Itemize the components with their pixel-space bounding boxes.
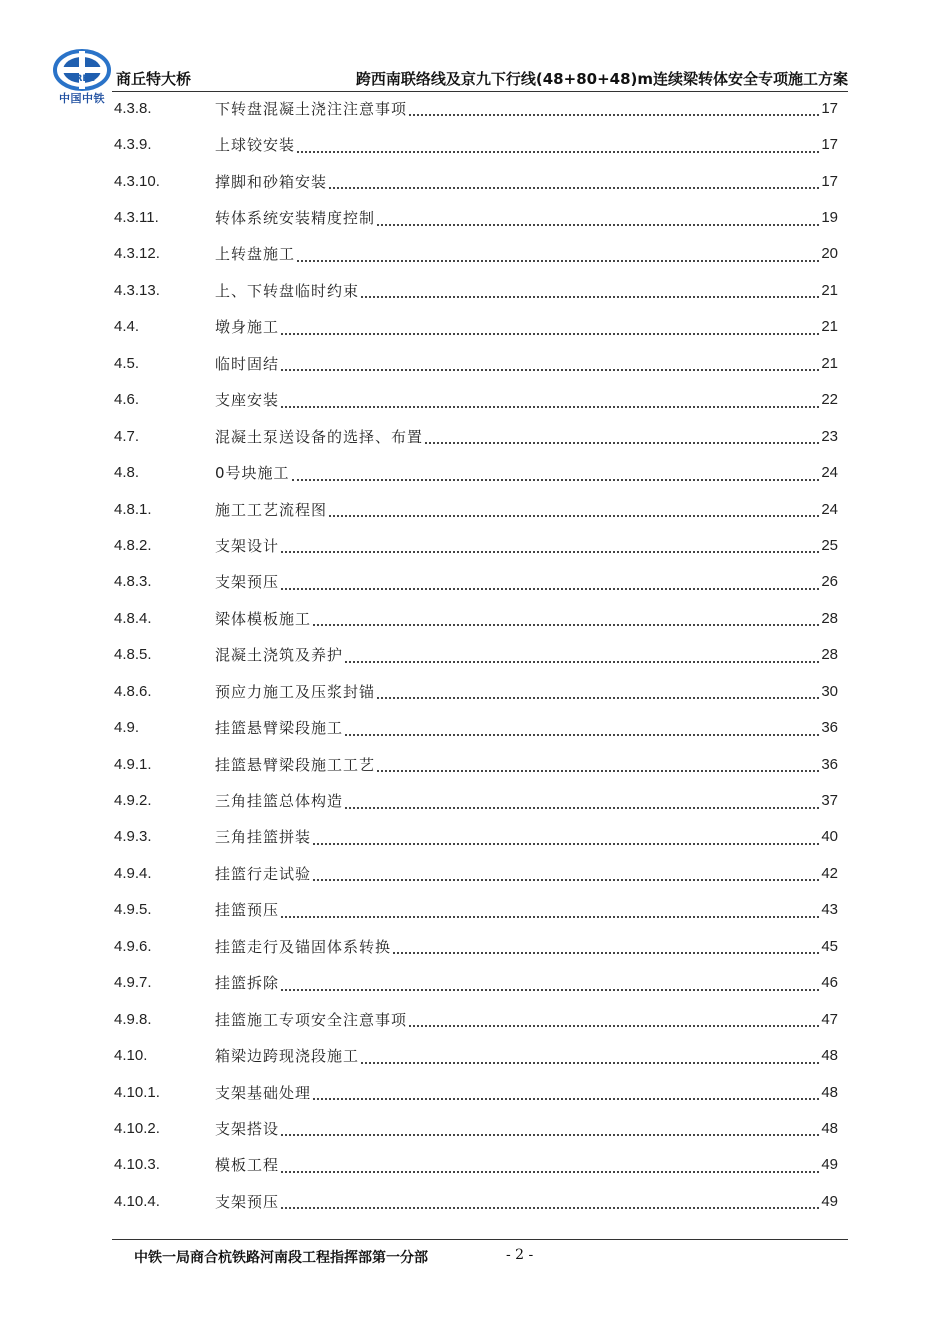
toc-dot-leader [292, 469, 820, 481]
toc-dot-leader [281, 1124, 819, 1136]
toc-entry[interactable] [114, 418, 838, 454]
toc-dot-leader [297, 250, 819, 262]
toc-entry[interactable] [114, 746, 838, 782]
toc-entry-page: 24 [821, 464, 838, 482]
toc-entry-title[interactable]: 混凝土浇筑及养护 [215, 646, 344, 665]
toc-entry-number: 4.3.13. [114, 281, 160, 299]
footer-page-number: - 2 - [506, 1247, 534, 1263]
toc-dot-leader [329, 177, 819, 189]
toc-dot-leader [345, 651, 819, 663]
toc-entry-title[interactable]: 上、下转盘临时约束 [215, 281, 360, 300]
toc-entry[interactable] [114, 855, 838, 891]
toc-dot-leader [297, 141, 819, 153]
table-of-contents [114, 90, 838, 1220]
toc-entry-number: 4.8.3. [114, 573, 152, 591]
toc-entry-title[interactable]: 支架设计 [215, 536, 280, 555]
toc-dot-leader [313, 869, 819, 881]
toc-entry[interactable] [114, 199, 838, 235]
toc-entry[interactable] [114, 965, 838, 1001]
header-left-title: 商丘特大桥 [116, 70, 192, 88]
toc-entry-number: 4.5. [114, 354, 140, 372]
toc-entry[interactable] [114, 1183, 838, 1219]
toc-entry-number: 4.3.9. [114, 136, 152, 154]
toc-entry-page: 30 [821, 682, 838, 700]
toc-entry[interactable] [114, 90, 838, 126]
toc-entry-number: 4.10.1. [114, 1083, 160, 1101]
toc-entry-page: 26 [821, 573, 838, 591]
footer-organization: 中铁一局商合杭铁路河南段工程指挥部第一分部 [134, 1250, 428, 1266]
toc-dot-leader [281, 1197, 819, 1209]
toc-entry-title[interactable]: 上球铰安装 [215, 136, 296, 155]
toc-entry[interactable] [114, 345, 838, 381]
toc-entry-number: 4.9.8. [114, 1010, 152, 1028]
toc-entry-number: 4.4. [114, 318, 140, 336]
toc-entry[interactable] [114, 126, 838, 162]
toc-entry[interactable] [114, 1001, 838, 1037]
toc-entry[interactable] [114, 382, 838, 418]
toc-entry-title[interactable]: 上转盘施工 [215, 245, 296, 264]
toc-entry[interactable] [114, 892, 838, 928]
toc-dot-leader [281, 323, 819, 335]
toc-entry-number: 4.8.4. [114, 609, 152, 627]
toc-entry-number: 4.9.4. [114, 864, 152, 882]
toc-entry-number: 4.9.1. [114, 755, 152, 773]
toc-dot-leader [313, 833, 819, 845]
toc-entry-page: 25 [821, 536, 838, 554]
toc-entry-number: 4.3.12. [114, 245, 160, 263]
toc-dot-leader [281, 396, 819, 408]
toc-dot-leader [377, 214, 819, 226]
toc-entry[interactable] [114, 272, 838, 308]
toc-entry-page: 28 [821, 609, 838, 627]
toc-entry[interactable] [114, 637, 838, 673]
toc-entry-title[interactable]: 模板工程 [215, 1156, 280, 1175]
toc-dot-leader [377, 687, 819, 699]
toc-entry[interactable] [114, 600, 838, 636]
toc-entry-page: 46 [821, 974, 838, 992]
header-right-title: 跨西南联络线及京九下行线(48+80+48)m连续梁转体安全专项施工方案 [355, 70, 848, 88]
toc-dot-leader [313, 614, 819, 626]
toc-entry-page: 49 [821, 1156, 838, 1174]
toc-dot-leader [281, 578, 819, 590]
toc-entry-number: 4.3.8. [114, 99, 152, 117]
toc-entry-title[interactable]: 挂篮行走试验 [215, 864, 312, 883]
toc-entry[interactable] [114, 527, 838, 563]
toc-entry-page: 23 [821, 427, 838, 445]
toc-entry-title[interactable]: 预应力施工及压浆封锚 [215, 682, 376, 701]
svg-text:CREC: CREC [68, 74, 96, 84]
toc-entry[interactable] [114, 1110, 838, 1146]
toc-entry[interactable] [114, 709, 838, 745]
toc-entry[interactable] [114, 819, 838, 855]
toc-dot-leader [281, 541, 819, 553]
crec-logo [52, 48, 112, 104]
toc-entry-number: 4.3.10. [114, 172, 160, 190]
toc-entry-number: 4.9.3. [114, 828, 152, 846]
toc-entry-page: 47 [821, 1010, 838, 1028]
toc-entry-page: 45 [821, 937, 838, 955]
toc-entry-page: 24 [821, 500, 838, 518]
toc-entry-title[interactable]: 0号块施工 [215, 464, 290, 483]
toc-entry[interactable] [114, 163, 838, 199]
toc-entry-number: 4.9. [114, 719, 140, 737]
toc-entry-page: 21 [821, 318, 838, 336]
toc-entry-title[interactable]: 撑脚和砂箱安装 [215, 172, 328, 191]
toc-entry-number: 4.9.6. [114, 937, 152, 955]
toc-dot-leader [345, 724, 819, 736]
toc-entry[interactable] [114, 1037, 838, 1073]
toc-entry-page: 28 [821, 646, 838, 664]
toc-entry[interactable] [114, 1074, 838, 1110]
toc-entry-page: 42 [821, 864, 838, 882]
toc-entry-number: 4.10. [114, 1047, 148, 1065]
toc-entry-title[interactable]: 三角挂篮拼装 [215, 828, 312, 847]
toc-entry-page: 48 [821, 1047, 838, 1065]
toc-dot-leader [409, 1015, 819, 1027]
toc-dot-leader [361, 1052, 819, 1064]
toc-entry-page: 17 [821, 136, 838, 154]
toc-entry[interactable] [114, 564, 838, 600]
toc-dot-leader [345, 797, 819, 809]
toc-entry-number: 4.3.11. [114, 209, 159, 227]
toc-entry-page: 21 [821, 354, 838, 372]
toc-dot-leader [281, 1161, 819, 1173]
toc-entry-page: 43 [821, 901, 838, 919]
toc-entry-title[interactable]: 支架预压 [215, 1192, 280, 1211]
toc-dot-leader [281, 359, 819, 371]
toc-entry-title[interactable]: 支座安装 [215, 391, 280, 410]
toc-entry-page: 36 [821, 719, 838, 737]
toc-entry-page: 40 [821, 828, 838, 846]
toc-entry-number: 4.9.2. [114, 792, 152, 810]
toc-entry[interactable] [114, 454, 838, 490]
toc-dot-leader [377, 760, 819, 772]
toc-entry-number: 4.10.3. [114, 1156, 160, 1174]
toc-entry[interactable] [114, 1147, 838, 1183]
toc-entry-title[interactable]: 挂篮拆除 [215, 974, 280, 993]
crec-logo-icon [52, 48, 112, 92]
toc-dot-leader [409, 104, 819, 116]
toc-entry-number: 4.8.2. [114, 536, 152, 554]
toc-entry-title[interactable]: 支架搭设 [215, 1119, 280, 1138]
toc-entry-page: 37 [821, 792, 838, 810]
toc-entry-number: 4.6. [114, 391, 140, 409]
toc-entry-title[interactable]: 支架基础处理 [215, 1083, 312, 1102]
toc-entry-number: 4.7. [114, 427, 140, 445]
toc-entry-number: 4.8. [114, 464, 140, 482]
toc-entry-page: 49 [821, 1192, 838, 1210]
toc-entry-title[interactable]: 箱梁边跨现浇段施工 [215, 1047, 360, 1066]
toc-dot-leader [425, 432, 819, 444]
toc-entry-page: 17 [821, 172, 838, 190]
toc-entry-title[interactable]: 临时固结 [215, 354, 280, 373]
toc-entry-title[interactable]: 墩身施工 [215, 318, 280, 337]
toc-entry-page: 36 [821, 755, 838, 773]
toc-entry-title[interactable]: 转体系统安装精度控制 [215, 209, 376, 228]
toc-entry-page: 17 [821, 99, 838, 117]
toc-entry-page: 21 [821, 281, 838, 299]
toc-dot-leader [281, 979, 819, 991]
toc-entry-number: 4.8.5. [114, 646, 152, 664]
logo-caption: 中国中铁 [59, 92, 105, 105]
toc-entry-title[interactable]: 混凝土泵送设备的选择、布置 [215, 427, 424, 446]
toc-entry-number: 4.8.6. [114, 682, 152, 700]
toc-entry-title[interactable]: 施工工艺流程图 [215, 500, 328, 519]
toc-entry-number: 4.9.7. [114, 974, 152, 992]
toc-dot-leader [329, 505, 819, 517]
toc-entry-title[interactable]: 挂篮预压 [215, 901, 280, 920]
footer-divider [112, 1239, 848, 1240]
toc-entry-number: 4.10.2. [114, 1119, 160, 1137]
toc-entry-title[interactable]: 挂篮悬臂梁段施工工艺 [215, 755, 376, 774]
toc-entry-number: 4.9.5. [114, 901, 152, 919]
toc-entry[interactable] [114, 309, 838, 345]
toc-entry[interactable] [114, 236, 838, 272]
toc-entry-page: 19 [821, 209, 838, 227]
toc-entry-title[interactable]: 挂篮走行及锚固体系转换 [215, 937, 392, 956]
toc-entry-title[interactable]: 梁体模板施工 [215, 609, 312, 628]
toc-entry[interactable] [114, 782, 838, 818]
toc-entry[interactable] [114, 928, 838, 964]
toc-entry-page: 22 [821, 391, 838, 409]
toc-entry-title[interactable]: 下转盘混凝土浇注注意事项 [215, 99, 408, 118]
toc-entry-number: 4.10.4. [114, 1192, 160, 1210]
toc-entry-title[interactable]: 三角挂篮总体构造 [215, 792, 344, 811]
toc-dot-leader [393, 942, 819, 954]
toc-entry-title[interactable]: 挂篮施工专项安全注意事项 [215, 1010, 408, 1029]
toc-dot-leader [361, 286, 819, 298]
toc-entry-page: 48 [821, 1119, 838, 1137]
toc-entry-page: 20 [821, 245, 838, 263]
toc-dot-leader [313, 1088, 819, 1100]
toc-entry-number: 4.8.1. [114, 500, 152, 518]
toc-entry-page: 48 [821, 1083, 838, 1101]
toc-entry[interactable] [114, 673, 838, 709]
toc-entry-title[interactable]: 支架预压 [215, 573, 280, 592]
toc-entry[interactable] [114, 491, 838, 527]
toc-dot-leader [281, 906, 819, 918]
toc-entry-title[interactable]: 挂篮悬臂梁段施工 [215, 719, 344, 738]
